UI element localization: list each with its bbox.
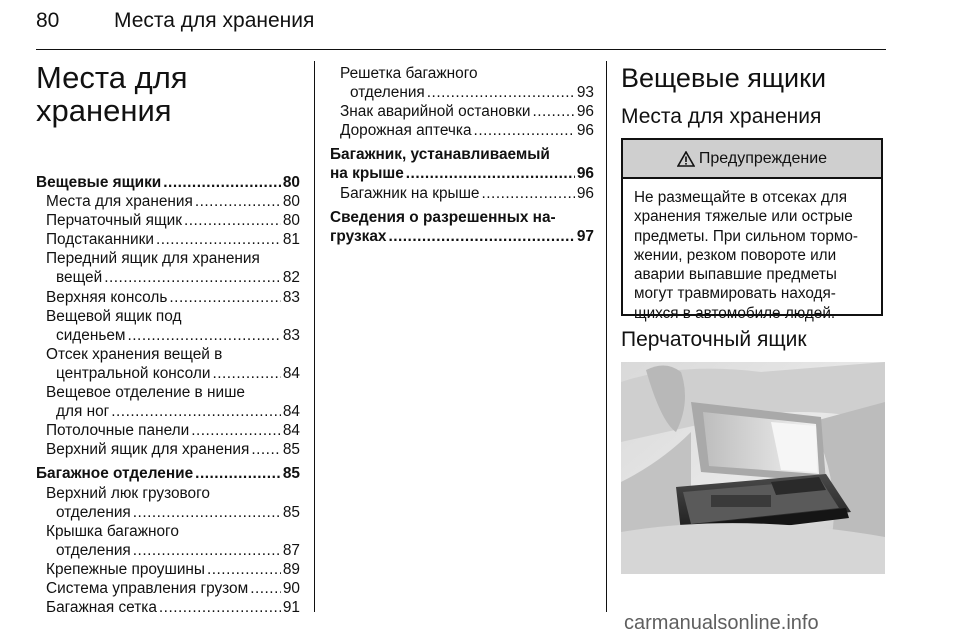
toc-leader-dots [104, 268, 281, 287]
toc-leader-dots [251, 440, 281, 459]
toc-page-number: 84 [282, 364, 300, 382]
toc-entry-title: Подстаканники [46, 231, 154, 249]
toc-leader-dots [111, 402, 281, 421]
toc-page-number: 83 [282, 326, 300, 344]
toc-entry[interactable] [330, 102, 594, 121]
page-number: 80 [36, 9, 60, 32]
toc-page-number: 83 [282, 288, 300, 306]
toc-entry-title: Верхний ящик для хранения [46, 441, 250, 459]
toc-page-number: 85 [282, 441, 300, 459]
toc-leader-dots [156, 230, 281, 249]
toc-page-number: 85 [282, 465, 300, 483]
toc-page-number: 90 [282, 579, 300, 597]
toc-middle-column [330, 64, 594, 246]
toc-entry[interactable] [36, 288, 300, 307]
toc-entry-title-cont: грузках [330, 227, 387, 245]
toc-entry[interactable] [36, 579, 300, 598]
toc-entry[interactable] [36, 522, 300, 560]
toc-entry-title: Крепежные проушины [46, 560, 205, 578]
toc-page-number: 93 [576, 84, 594, 102]
toc-page-number: 82 [282, 269, 300, 287]
toc-leader-dots [163, 173, 281, 192]
toc-page-number: 85 [282, 503, 300, 521]
section-title: Вещевые ящики [621, 63, 827, 93]
toc-entry-title-cont: центральной консоли [56, 364, 211, 382]
glovebox-photo [621, 362, 885, 574]
toc-page-number: 97 [576, 227, 594, 245]
toc-leader-dots [195, 192, 281, 211]
warning-line: Не размещайте в отсеках для [634, 189, 848, 206]
toc-entry-title: Потолочные панели [46, 422, 190, 440]
toc-entry[interactable] [330, 208, 594, 246]
toc-page-number: 96 [576, 122, 594, 140]
warning-text [623, 179, 881, 323]
warning-line: могут травмировать находя- [634, 285, 836, 303]
toc-leader-dots [532, 102, 574, 121]
toc-entry[interactable] [330, 64, 594, 102]
warning-title: Предупреждение [698, 149, 828, 167]
warning-line: аварии выпавшие предметы [634, 266, 837, 284]
toc-leader-dots [250, 579, 281, 598]
toc-entry-title: Вещевое отделение в нише [46, 384, 245, 402]
toc-entry[interactable] [36, 192, 300, 211]
toc-page-number: 84 [282, 422, 300, 440]
warning-line: жении, резком повороте или [634, 246, 837, 264]
toc-entry-title: Система управления грузом [46, 579, 249, 597]
toc-entry-title: Вещевой ящик под [46, 307, 182, 325]
toc-page-number: 80 [282, 212, 300, 230]
toc-entry-title: Сведения о разрешенных на- [330, 208, 556, 226]
toc-entry[interactable] [36, 464, 300, 483]
toc-title: Места для хранения [36, 60, 188, 128]
toc-entry-title: Вещевые ящики [36, 174, 162, 191]
toc-leader-dots [191, 421, 281, 440]
toc-leader-dots [128, 326, 281, 345]
toc-page-number: 84 [282, 403, 300, 421]
toc-page-number: 80 [282, 174, 300, 191]
toc-entry[interactable] [36, 230, 300, 249]
toc-entry-title: Верхняя консоль [46, 288, 168, 306]
running-title: Места для хранения [114, 9, 315, 32]
toc-entry[interactable] [36, 440, 300, 459]
toc-entry-title: Багажник на крыше [340, 184, 480, 202]
watermark: carmanualsonline.info [624, 612, 819, 634]
column-divider-right [606, 61, 607, 612]
toc-leader-dots [184, 211, 281, 230]
toc-left-column [36, 173, 300, 617]
toc-entry-title: Верхний люк грузового [46, 484, 210, 502]
toc-page-number: 96 [576, 165, 594, 183]
warning-line: хранения тяжелые или острые [634, 208, 853, 226]
toc-leader-dots [388, 227, 574, 246]
toc-leader-dots [159, 598, 281, 617]
toc-entry[interactable] [36, 211, 300, 230]
toc-entry-title: Дорожная аптечка [340, 122, 472, 140]
toc-page-number: 89 [282, 560, 300, 578]
toc-entry-title: Перчаточный ящик [46, 212, 182, 230]
subsection-title-glovebox: Перчаточный ящик [621, 328, 807, 351]
subsection-title: Места для хранения [621, 105, 822, 128]
toc-leader-dots [169, 288, 280, 307]
warning-line: щихся в автомобиле людей. [634, 304, 836, 322]
toc-entry[interactable] [36, 421, 300, 440]
toc-entry-title: Отсек хранения вещей в [46, 345, 223, 363]
toc-entry[interactable] [36, 383, 300, 421]
toc-page-number: 96 [576, 103, 594, 121]
toc-leader-dots [133, 503, 281, 522]
toc-leader-dots [474, 121, 575, 140]
toc-page-number: 96 [576, 184, 594, 202]
toc-entry-title: Места для хранения [46, 193, 193, 211]
toc-entry[interactable] [36, 345, 300, 383]
toc-entry-title: Крышка багажного [46, 522, 179, 540]
toc-entry[interactable] [330, 121, 594, 140]
toc-leader-dots [406, 164, 575, 183]
toc-entry-title: Решетка багажного [340, 65, 478, 82]
toc-entry-title: Передний ящик для хранения [46, 250, 260, 268]
toc-entry[interactable] [36, 598, 300, 617]
toc-leader-dots [482, 184, 575, 203]
toc-leader-dots [133, 541, 281, 560]
toc-entry-title-cont: вещей [56, 269, 103, 287]
warning-header [623, 140, 881, 179]
toc-entry-title: Багажная сетка [46, 599, 157, 617]
toc-page-number: 80 [282, 193, 300, 211]
toc-leader-dots [195, 464, 281, 483]
toc-entry-title-cont: для ног [56, 403, 110, 421]
header-rule [36, 49, 886, 50]
warning-line: предметы. При сильном тормо- [634, 227, 858, 245]
toc-entry[interactable] [36, 484, 300, 522]
toc-leader-dots [207, 560, 281, 579]
toc-entry-title: Багажник, устанавливаемый [330, 146, 550, 164]
toc-entry[interactable] [36, 307, 300, 345]
toc-entry[interactable] [330, 145, 594, 183]
toc-leader-dots [427, 83, 575, 102]
toc-entry-title-cont: отделения [56, 503, 131, 521]
toc-entry-title: Знак аварийной остановки [340, 103, 531, 121]
toc-entry-title-cont: на крыше [330, 165, 404, 183]
toc-entry[interactable] [36, 560, 300, 579]
toc-entry[interactable] [330, 184, 594, 203]
toc-entry[interactable] [36, 249, 300, 287]
toc-page-number: 81 [282, 231, 300, 249]
column-divider-left [314, 61, 315, 612]
warning-triangle-icon [677, 151, 695, 167]
toc-entry[interactable] [36, 173, 300, 192]
toc-page-number: 87 [282, 541, 300, 559]
toc-entry-title-cont: сиденьем [56, 326, 126, 344]
warning-box [621, 138, 883, 322]
toc-leader-dots [212, 364, 280, 383]
toc-page-number: 91 [282, 599, 300, 617]
toc-entry-title-cont: отделения [56, 541, 131, 559]
toc-entry-title-cont: отделения [350, 84, 425, 102]
toc-entry-title: Багажное отделение [36, 465, 194, 483]
